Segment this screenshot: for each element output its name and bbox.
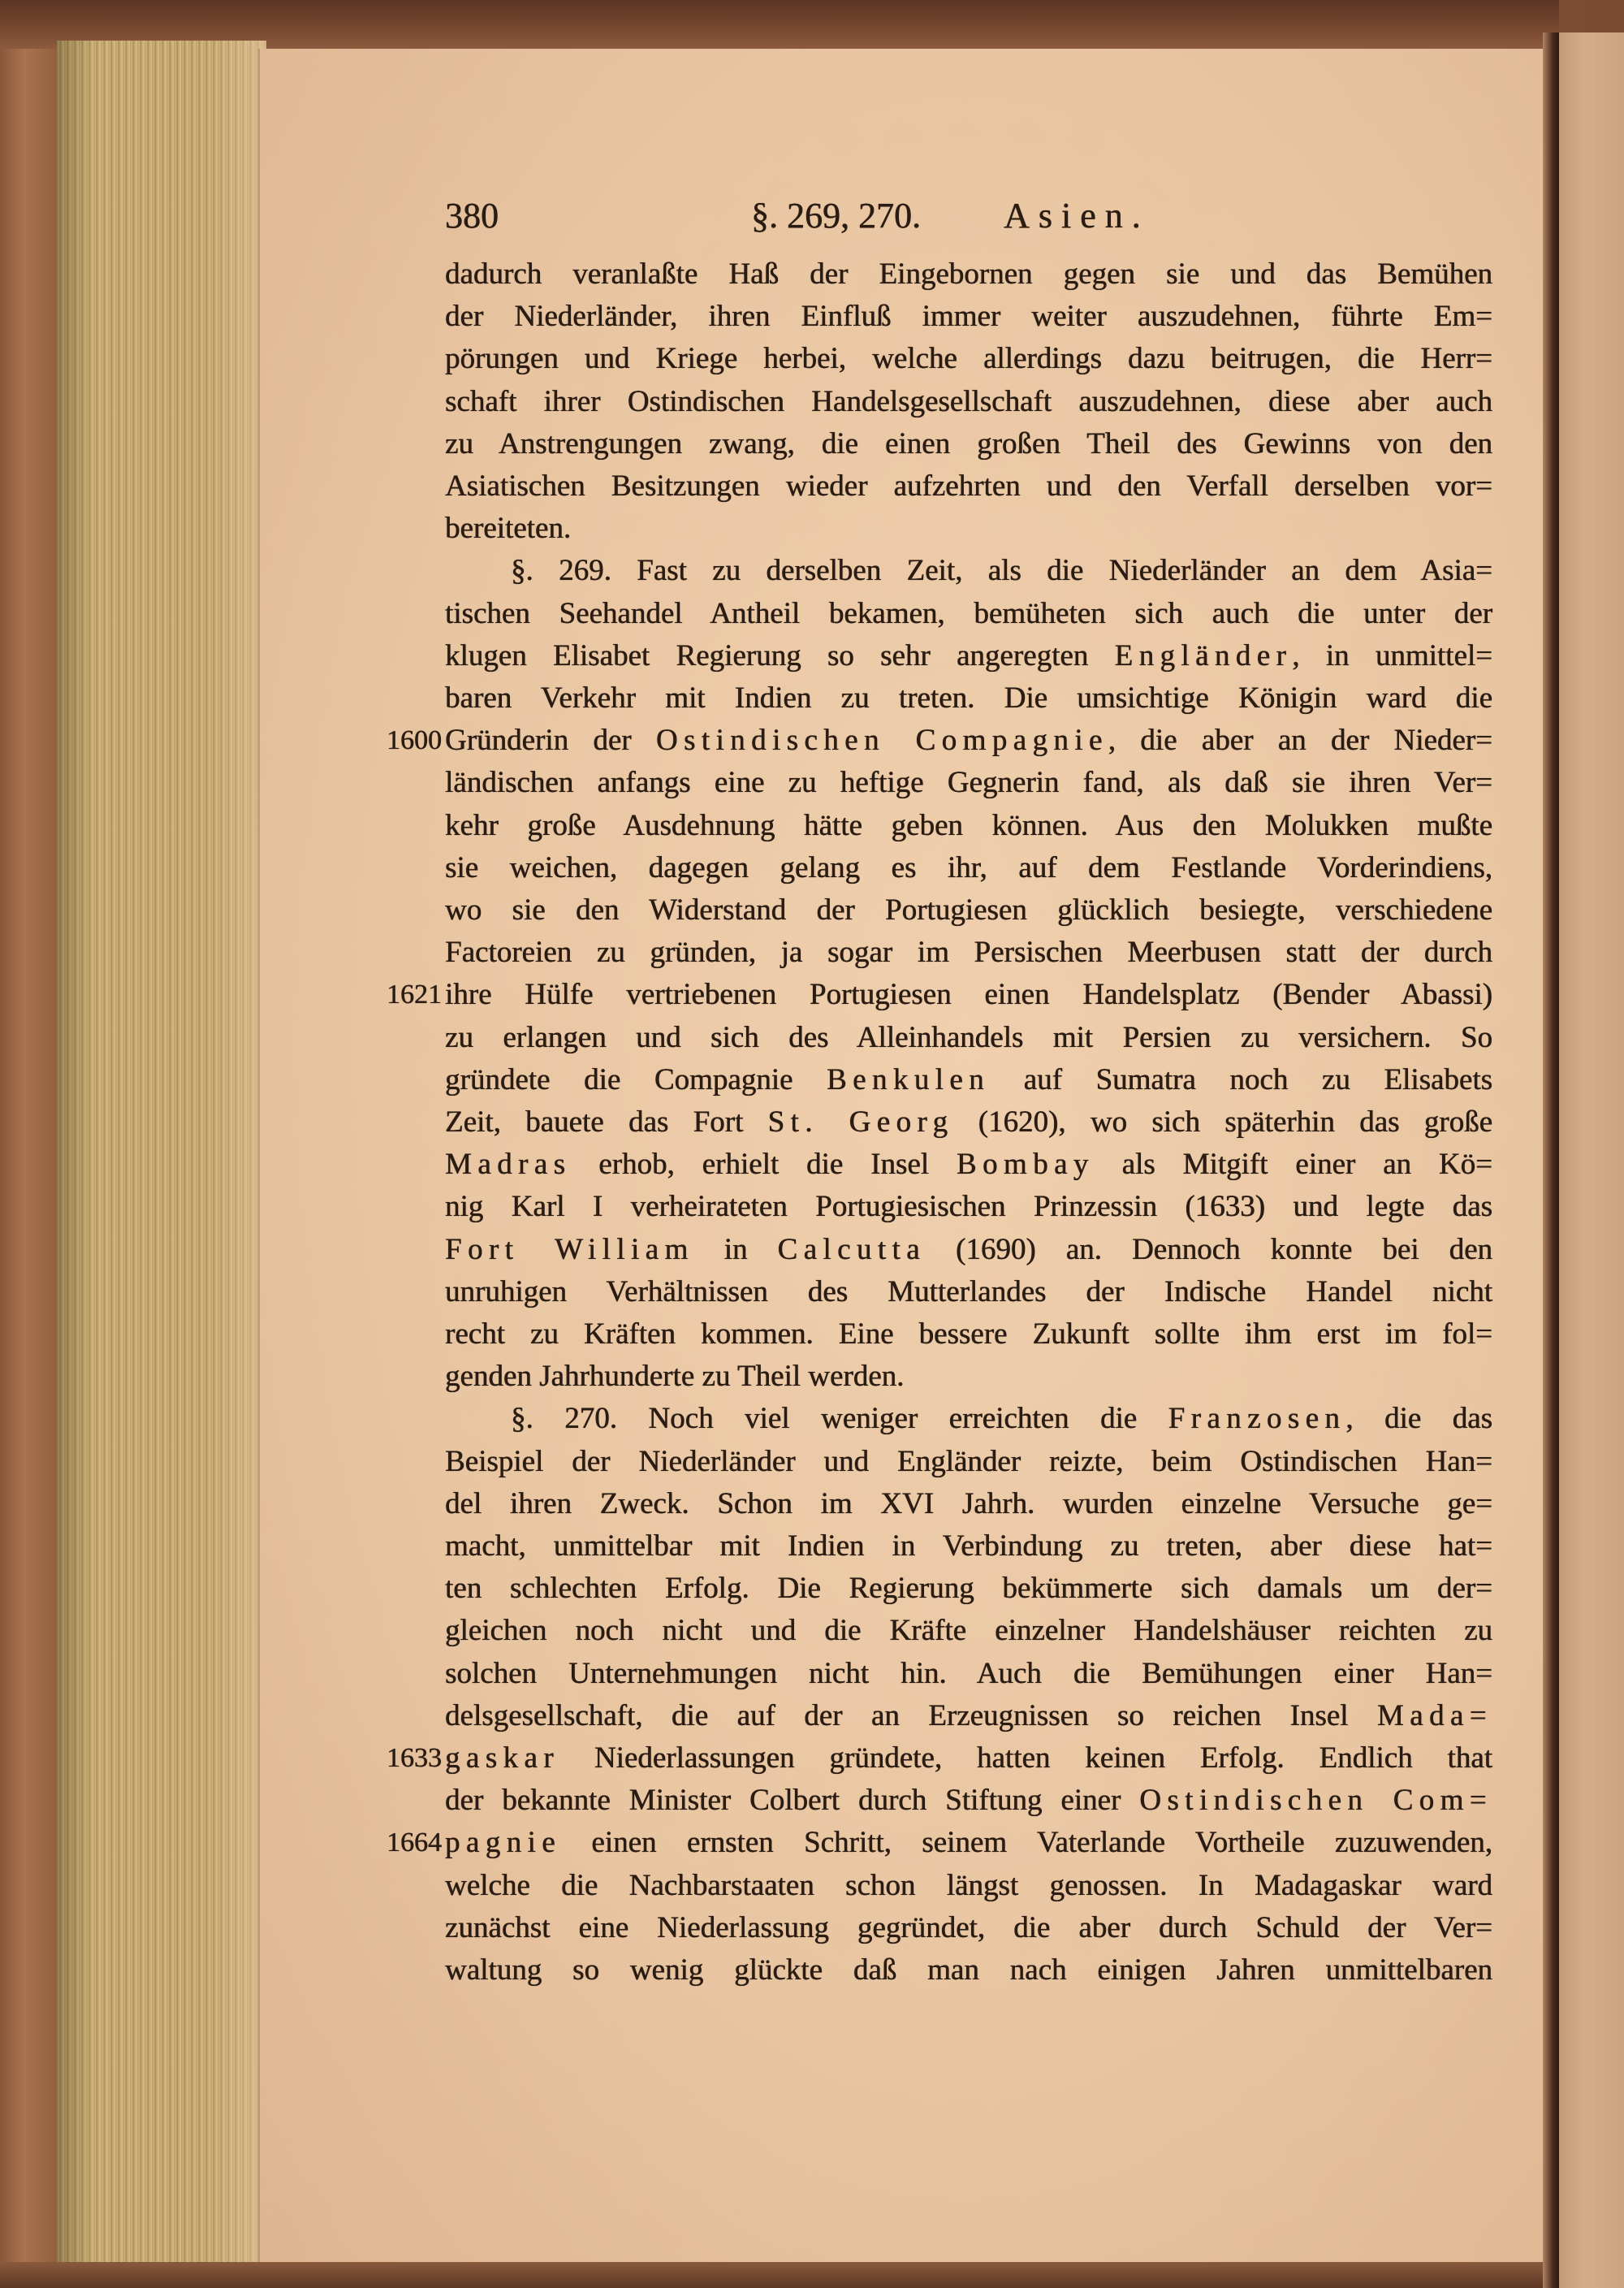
page-stack-edges (57, 41, 266, 2264)
text-segment: erhob, erhielt die Insel (571, 1148, 957, 1182)
text-segment: kehr große Ausdehnung hätte geben können. Aus den Molukken mußte (445, 808, 1492, 842)
spaced-emphasis-text: Bombay (956, 1148, 1095, 1182)
text-segment: §. 269. Fast zu derselben Zeit, als die Niederländer an dem Asia= (511, 554, 1492, 588)
text-line (445, 1313, 1492, 1356)
spaced-emphasis-text: Engländer (1114, 638, 1293, 673)
spaced-emphasis-text: Franzosen (1168, 1402, 1346, 1436)
text-segment: einen ernsten Schritt, seinem Vaterlande Vortheile zuzuwenden, (561, 1826, 1492, 1860)
text-segment: der bekannte Minister Colbert durch Stiftung einer (445, 1784, 1140, 1818)
text-segment: zu erlangen und sich des Alleinhandels mit Persien zu versichern. So (445, 1020, 1492, 1054)
text-segment: ihre Hülfe vertriebenen Portugiesen einen Handelsplatz (Bender Abassi) (445, 978, 1492, 1012)
text-line (445, 1865, 1492, 1907)
text-line (445, 805, 1492, 847)
text-line (445, 1695, 1492, 1737)
text-segment: Niederlassungen gründete, hatten keinen Erfolg. Endlich that (559, 1741, 1492, 1775)
spaced-emphasis-text: Mada= (1376, 1698, 1492, 1732)
text-segment: delsgesellschaft, die auf der an Erzeugnissen so reichen Insel (445, 1698, 1377, 1732)
text-line (445, 1653, 1492, 1695)
text-segment: , in unmittel= (1292, 638, 1493, 673)
spaced-emphasis-text: Calcutta (777, 1232, 926, 1266)
text-line (445, 1271, 1492, 1313)
text-segment: zu Anstrengungen zwang, die einen großen Theil des Gewinns von den (445, 426, 1492, 461)
text-segment: recht zu Kräften kommen. Eine bessere Zukunft sollte ihm erst im fol= (445, 1317, 1492, 1351)
text-line (445, 550, 1492, 592)
spaced-emphasis-text: pagnie (445, 1826, 562, 1860)
text-line (445, 889, 1492, 932)
text-segment: , die aber an der Nieder= (1108, 724, 1492, 758)
text-line (445, 381, 1492, 423)
text-segment: gründete die Compagnie (445, 1062, 827, 1096)
text-line (445, 465, 1492, 508)
spaced-emphasis-text: Ostindischen Com= (1139, 1784, 1492, 1818)
text-line (445, 762, 1492, 804)
text-line (445, 1059, 1492, 1101)
text-segment: , die das (1345, 1402, 1492, 1436)
text-line (445, 1568, 1492, 1610)
text-line (445, 1441, 1492, 1483)
spaced-emphasis-text: Madras (445, 1148, 572, 1182)
running-title: Asien. (1004, 196, 1150, 236)
text-segment: solchen Unternehmungen nicht hin. Auch die Bemühungen einer Han= (445, 1656, 1492, 1690)
spaced-emphasis-text: Fort William (445, 1232, 694, 1266)
text-segment: Gründerin der (445, 724, 656, 758)
text-segment: wo sie den Widerstand der Portugiesen glücklich besiegte, verschiedene (445, 893, 1492, 927)
text-segment: sie weichen, dagegen gelang es ihr, auf dem Festlande Vorderindiens, (445, 850, 1492, 884)
spaced-emphasis-text: St. Georg (767, 1105, 954, 1139)
text-segment: Factoreien zu gründen, ja sogar im Persischen Meerbusen statt der durch (445, 936, 1492, 970)
text-line (445, 1356, 1492, 1398)
text-line (445, 1737, 1492, 1780)
text-line (445, 1144, 1492, 1186)
facing-page-edge (1559, 32, 1624, 2288)
text-segment: welche die Nachbarstaaten schon längst genossen. In Madagaskar ward (445, 1868, 1492, 1902)
text-line (445, 338, 1492, 380)
text-segment: klugen Elisabet Regierung so sehr angeregten (445, 638, 1115, 673)
text-line (445, 1229, 1492, 1271)
text-line (445, 508, 1492, 550)
text-line (445, 1780, 1492, 1822)
text-segment: nig Karl I verheirateten Portugiesischen Prinzessin (1633) und legte das (445, 1190, 1492, 1224)
text-line (445, 1101, 1492, 1144)
section-reference: §. 269, 270. (751, 196, 921, 236)
text-segment: del ihren Zweck. Schon im XVI Jahrh. wurden einzelne Versuche ge= (445, 1486, 1492, 1520)
text-line (445, 677, 1492, 720)
text-segment: baren Verkehr mit Indien zu treten. Die umsichtige Königin ward die (445, 681, 1492, 715)
text-segment: ten schlechten Erfolg. Die Regierung bekümmerte sich damals um der= (445, 1572, 1492, 1606)
text-line (445, 1483, 1492, 1525)
spaced-emphasis-text: gaskar (445, 1741, 559, 1775)
text-segment: (1690) an. Dennoch konnte bei den (926, 1232, 1492, 1266)
text-line (445, 1398, 1492, 1440)
text-line (445, 253, 1492, 296)
spaced-emphasis-text: Ostindischen Compagnie (655, 724, 1108, 758)
text-line (445, 1822, 1492, 1864)
page-number: 380 (445, 196, 499, 236)
text-segment: macht, unmittelbar mit Indien in Verbindung zu treten, aber diese hat= (445, 1529, 1492, 1563)
text-line (445, 1907, 1492, 1949)
text-line (445, 296, 1492, 338)
text-segment: schaft ihrer Ostindischen Handelsgesellschaft auszudehnen, diese aber auch (445, 384, 1492, 418)
spaced-emphasis-text: Benkulen (827, 1062, 991, 1096)
text-segment: (1620), wo sich späterhin das große (953, 1105, 1492, 1139)
margin-year: 1621 (387, 980, 442, 1010)
text-segment: dadurch veranlaßte Haß der Eingebornen gegen sie und das Bemühen (445, 257, 1492, 291)
text-segment: §. 270. Noch viel weniger erreichten die (511, 1402, 1168, 1436)
text-line (445, 1949, 1492, 1992)
text-line (445, 974, 1492, 1016)
text-line (445, 1017, 1492, 1059)
text-segment: gleichen noch nicht und die Kräfte einzelner Handelshäuser reichten zu (445, 1614, 1492, 1648)
text-line (445, 847, 1492, 889)
text-line (445, 1610, 1492, 1652)
text-line (445, 635, 1492, 677)
text-segment: Beispiel der Niederländer und Engländer reizte, beim Ostindischen Han= (445, 1444, 1492, 1478)
text-line (445, 1525, 1492, 1568)
text-segment: in (693, 1232, 778, 1266)
page-gutter-shadow (1543, 32, 1559, 2288)
text-segment: auf Sumatra noch zu Elisabets (990, 1062, 1492, 1096)
text-line (445, 932, 1492, 974)
text-segment: pörungen und Kriege herbei, welche allerdings dazu beitrugen, die Herr= (445, 342, 1492, 376)
text-segment: tischen Seehandel Antheil bekamen, bemüheten sich auch die unter der (445, 596, 1492, 630)
text-segment: Asiatischen Besitzungen wieder aufzehrten und den Verfall derselben vor= (445, 469, 1492, 503)
text-segment: ländischen anfangs eine zu heftige Gegnerin fand, als daß sie ihren Ver= (445, 766, 1492, 800)
text-line (445, 593, 1492, 635)
book-cover-bottom-edge (0, 2262, 1543, 2288)
text-segment: waltung so wenig glückte daß man nach einigen Jahren unmittelbaren (445, 1953, 1492, 1987)
text-line (445, 1186, 1492, 1228)
text-line (445, 720, 1492, 762)
text-segment: bereiteten. (445, 512, 572, 546)
text-segment: der Niederländer, ihren Einfluß immer weiter auszudehnen, führte Em= (445, 300, 1492, 334)
text-segment: zunächst eine Niederlassung gegründet, die aber durch Schuld der Ver= (445, 1910, 1492, 1944)
text-segment: unruhigen Verhältnissen des Mutterlandes der Indische Handel nicht (445, 1274, 1492, 1308)
text-segment: genden Jahrhunderte zu Theil werden. (445, 1360, 905, 1394)
margin-year: 1664 (387, 1827, 442, 1858)
text-segment: Zeit, bauete das Fort (445, 1105, 768, 1139)
text-segment: als Mitgift einer an Kö= (1094, 1148, 1492, 1182)
text-line (445, 423, 1492, 465)
margin-year: 1600 (387, 725, 442, 756)
margin-year: 1633 (387, 1743, 442, 1773)
